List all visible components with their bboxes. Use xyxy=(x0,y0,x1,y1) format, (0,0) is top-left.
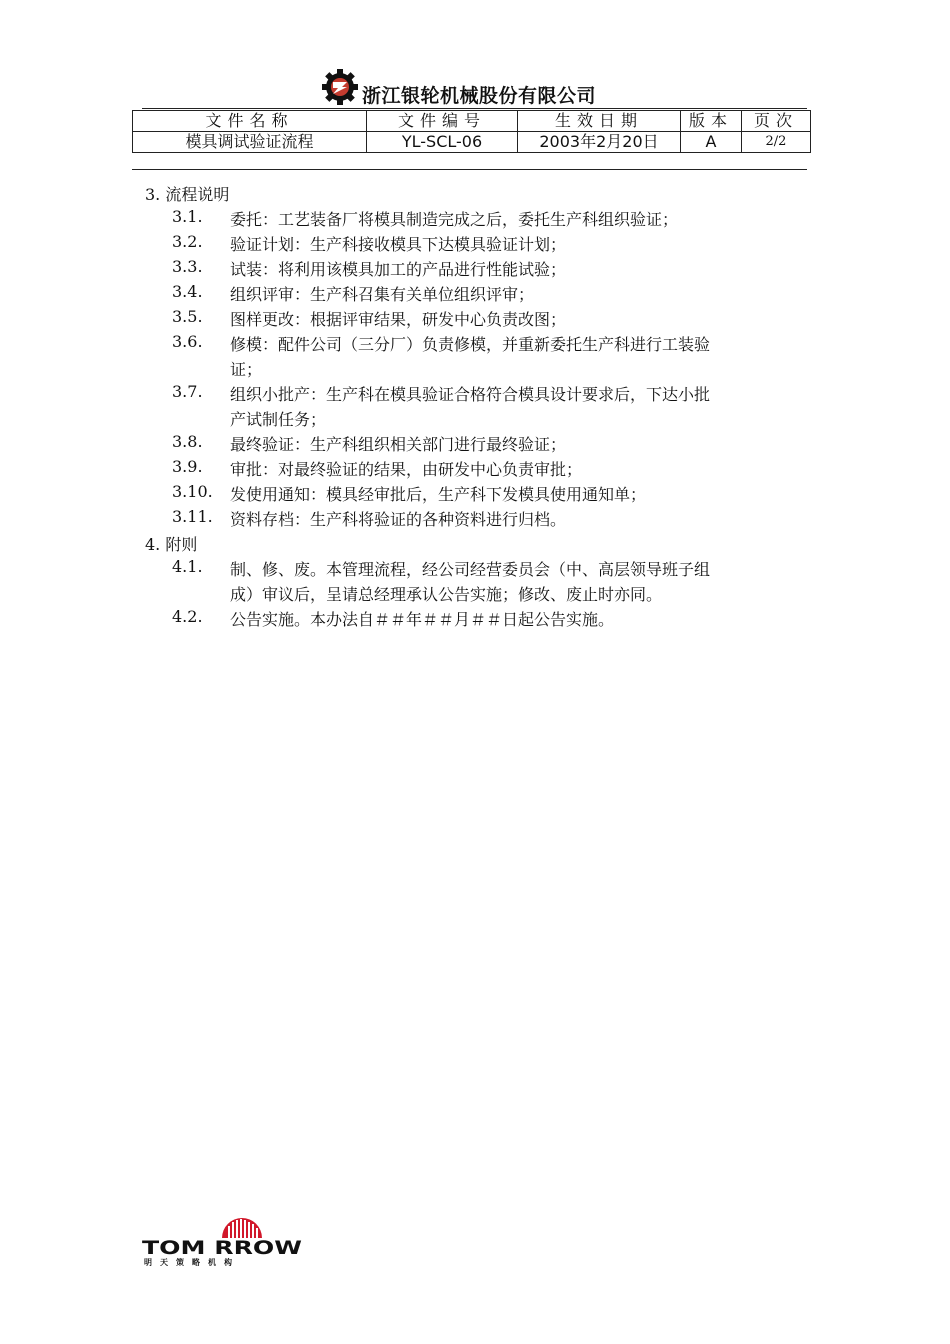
header-cell-file-name: 文件名称 xyxy=(133,111,367,132)
table-header-row xyxy=(133,111,811,132)
logo-wordmark: TOM RROW xyxy=(142,1237,303,1259)
header-cell-page: 页次 xyxy=(742,111,811,132)
section-4-title: 4. 附则 xyxy=(145,535,198,554)
value-cell-version: A xyxy=(681,132,742,153)
item-number: 3.8. xyxy=(172,432,203,451)
document-info-table xyxy=(132,110,811,153)
item-number: 3.11. xyxy=(172,507,213,526)
item-number: 3.6. xyxy=(172,332,203,351)
header-cell-effective-date: 生效日期 xyxy=(518,111,681,132)
company-name: 浙江银轮机械股份有限公司 xyxy=(362,84,597,107)
value-cell-effective-date: 2003年2月20日 xyxy=(518,132,681,153)
item-text-continued: 产试制任务； xyxy=(230,410,327,429)
item-text: 委托：工艺装备厂将模具制造完成之后，委托生产科组织验证； xyxy=(230,210,679,229)
header-cell-version: 版本 xyxy=(681,111,742,132)
item-number: 3.4. xyxy=(172,282,203,301)
section-3-title: 3. 流程说明 xyxy=(145,185,230,204)
company-gear-logo-icon xyxy=(320,67,360,107)
header-cell-file-number: 文件编号 xyxy=(367,111,518,132)
item-text: 最终验证：生产科组织相关部门进行最终验证； xyxy=(230,435,567,454)
item-text: 修模：配件公司（三分厂）负责修模，并重新委托生产科进行工装验 xyxy=(230,335,711,354)
item-number: 3.1. xyxy=(172,207,203,226)
value-cell-page: 2/2 xyxy=(742,132,811,153)
value-cell-file-name: 模具调试验证流程 xyxy=(133,132,367,153)
table-value-row xyxy=(133,132,811,153)
logo-subtitle: 明 天 策 略 机 构 xyxy=(144,1258,232,1266)
item-number: 3.5. xyxy=(172,307,203,326)
item-text: 组织小批产：生产科在模具验证合格符合模具设计要求后，下达小批 xyxy=(230,385,711,404)
tomorrow-footer-logo xyxy=(142,1210,304,1266)
header-top-rule xyxy=(142,108,807,109)
header-bottom-rule xyxy=(132,169,807,170)
item-text: 组织评审：生产科召集有关单位组织评审； xyxy=(230,285,535,304)
item-number: 3.2. xyxy=(172,232,203,251)
company-title-row xyxy=(320,66,596,108)
item-text: 验证计划：生产科接收模具下达模具验证计划； xyxy=(230,235,567,254)
item-text: 发使用通知：模具经审批后，生产科下发模具使用通知单； xyxy=(230,485,647,504)
item-text-continued: 成）审议后，呈请总经理承认公告实施；修改、废止时亦同。 xyxy=(230,585,663,604)
item-number: 3.9. xyxy=(172,457,203,476)
item-number: 4.2. xyxy=(172,607,203,626)
item-text-continued: 证； xyxy=(230,360,263,379)
item-number: 3.3. xyxy=(172,257,203,276)
item-text: 公告实施。本办法自＃＃年＃＃月＃＃日起公告实施。 xyxy=(230,610,615,629)
item-text: 图样更改：根据评审结果，研发中心负责改图； xyxy=(230,310,567,329)
item-text: 资料存档：生产科将验证的各种资料进行归档。 xyxy=(230,510,567,529)
value-cell-file-number: YL-SCL-06 xyxy=(367,132,518,153)
item-text: 审批：对最终验证的结果，由研发中心负责审批； xyxy=(230,460,583,479)
item-text: 制、修、废。本管理流程，经公司经营委员会（中、高层领导班子组 xyxy=(230,560,711,579)
skyline-icon xyxy=(222,1218,262,1238)
item-number: 3.10. xyxy=(172,482,213,501)
item-text: 试装：将利用该模具加工的产品进行性能试验； xyxy=(230,260,567,279)
item-number: 4.1. xyxy=(172,557,203,576)
item-number: 3.7. xyxy=(172,382,203,401)
